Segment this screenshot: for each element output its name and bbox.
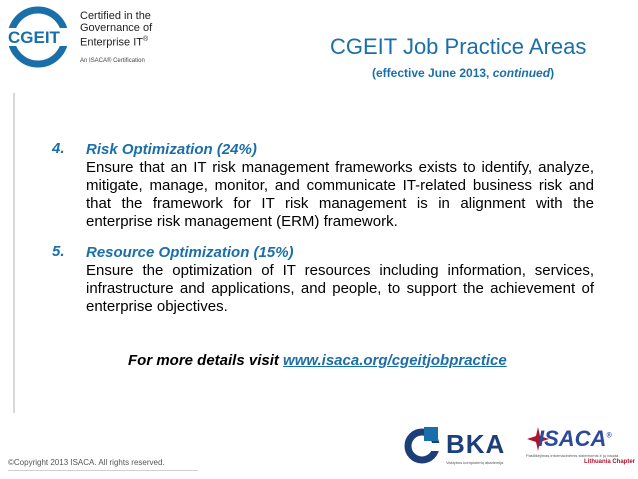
subtitle-prefix: (effective June 2013, xyxy=(372,66,493,80)
practice-area-item xyxy=(52,243,594,316)
item-number: 4. xyxy=(52,140,65,157)
item-number: 5. xyxy=(52,243,65,260)
page-title: CGEIT Job Practice Areas xyxy=(330,34,587,59)
logo-reg-mark: ® xyxy=(142,36,149,43)
logo-tagline-line-2: Governance of xyxy=(80,22,153,34)
footer-line xyxy=(8,470,198,471)
item-description: Ensure the optimization of IT resources including information, services, infrastructure and applications, and people, to support the achievement of enterprise objectives. xyxy=(86,262,594,315)
cgeit-logo xyxy=(4,4,154,70)
bka-name: BKA xyxy=(446,429,506,459)
logo-tagline xyxy=(80,10,152,49)
bka-logo xyxy=(404,425,524,469)
subtitle-suffix: ) xyxy=(550,66,555,80)
more-details xyxy=(128,352,507,369)
logo-tagline-line-1: Certified in the xyxy=(80,10,151,22)
logo-subtag: An ISACA® Certification xyxy=(80,58,145,64)
left-divider xyxy=(13,93,15,413)
page-subtitle xyxy=(372,66,554,80)
logo-tagline-line-3: Enterprise IT xyxy=(80,36,143,49)
item-description: Ensure that an IT risk management frameworks exists to identify, analyze, mitigate, manage, monitor, and communicate IT-related business risk and that the framework for IT risk management is in alignment with the enterprise risk management (ERM) framework. xyxy=(86,159,594,230)
item-heading: Risk Optimization (24%) xyxy=(86,141,257,158)
practice-area-list xyxy=(52,140,594,328)
bka-subtitle: Valdybos kompiuterių akademija xyxy=(446,460,504,465)
logo-name: CGEIT xyxy=(8,28,60,47)
practice-area-item xyxy=(52,140,594,231)
more-details-link[interactable]: www.isaca.org/cgeitjobpractice xyxy=(283,352,507,369)
isaca-name-text: ISACA xyxy=(538,426,607,451)
copyright-text: ©Copyright 2013 ISACA. All rights reserved. xyxy=(8,458,165,467)
isaca-subtitle: Pasitikėjimas informacinėmis sistemomis ir jų nauda xyxy=(526,453,619,458)
isaca-reg-mark: ® xyxy=(606,432,612,440)
more-details-prefix: For more details visit xyxy=(128,352,284,369)
subtitle-italic: continued xyxy=(492,66,551,80)
isaca-logo xyxy=(526,426,636,472)
bka-mark-icon xyxy=(404,425,444,465)
isaca-chapter: Lithuania Chapter xyxy=(584,459,636,465)
item-heading: Resource Optimization (15%) xyxy=(86,244,294,261)
isaca-name xyxy=(538,426,612,452)
cgeit-ring-icon xyxy=(4,4,78,70)
